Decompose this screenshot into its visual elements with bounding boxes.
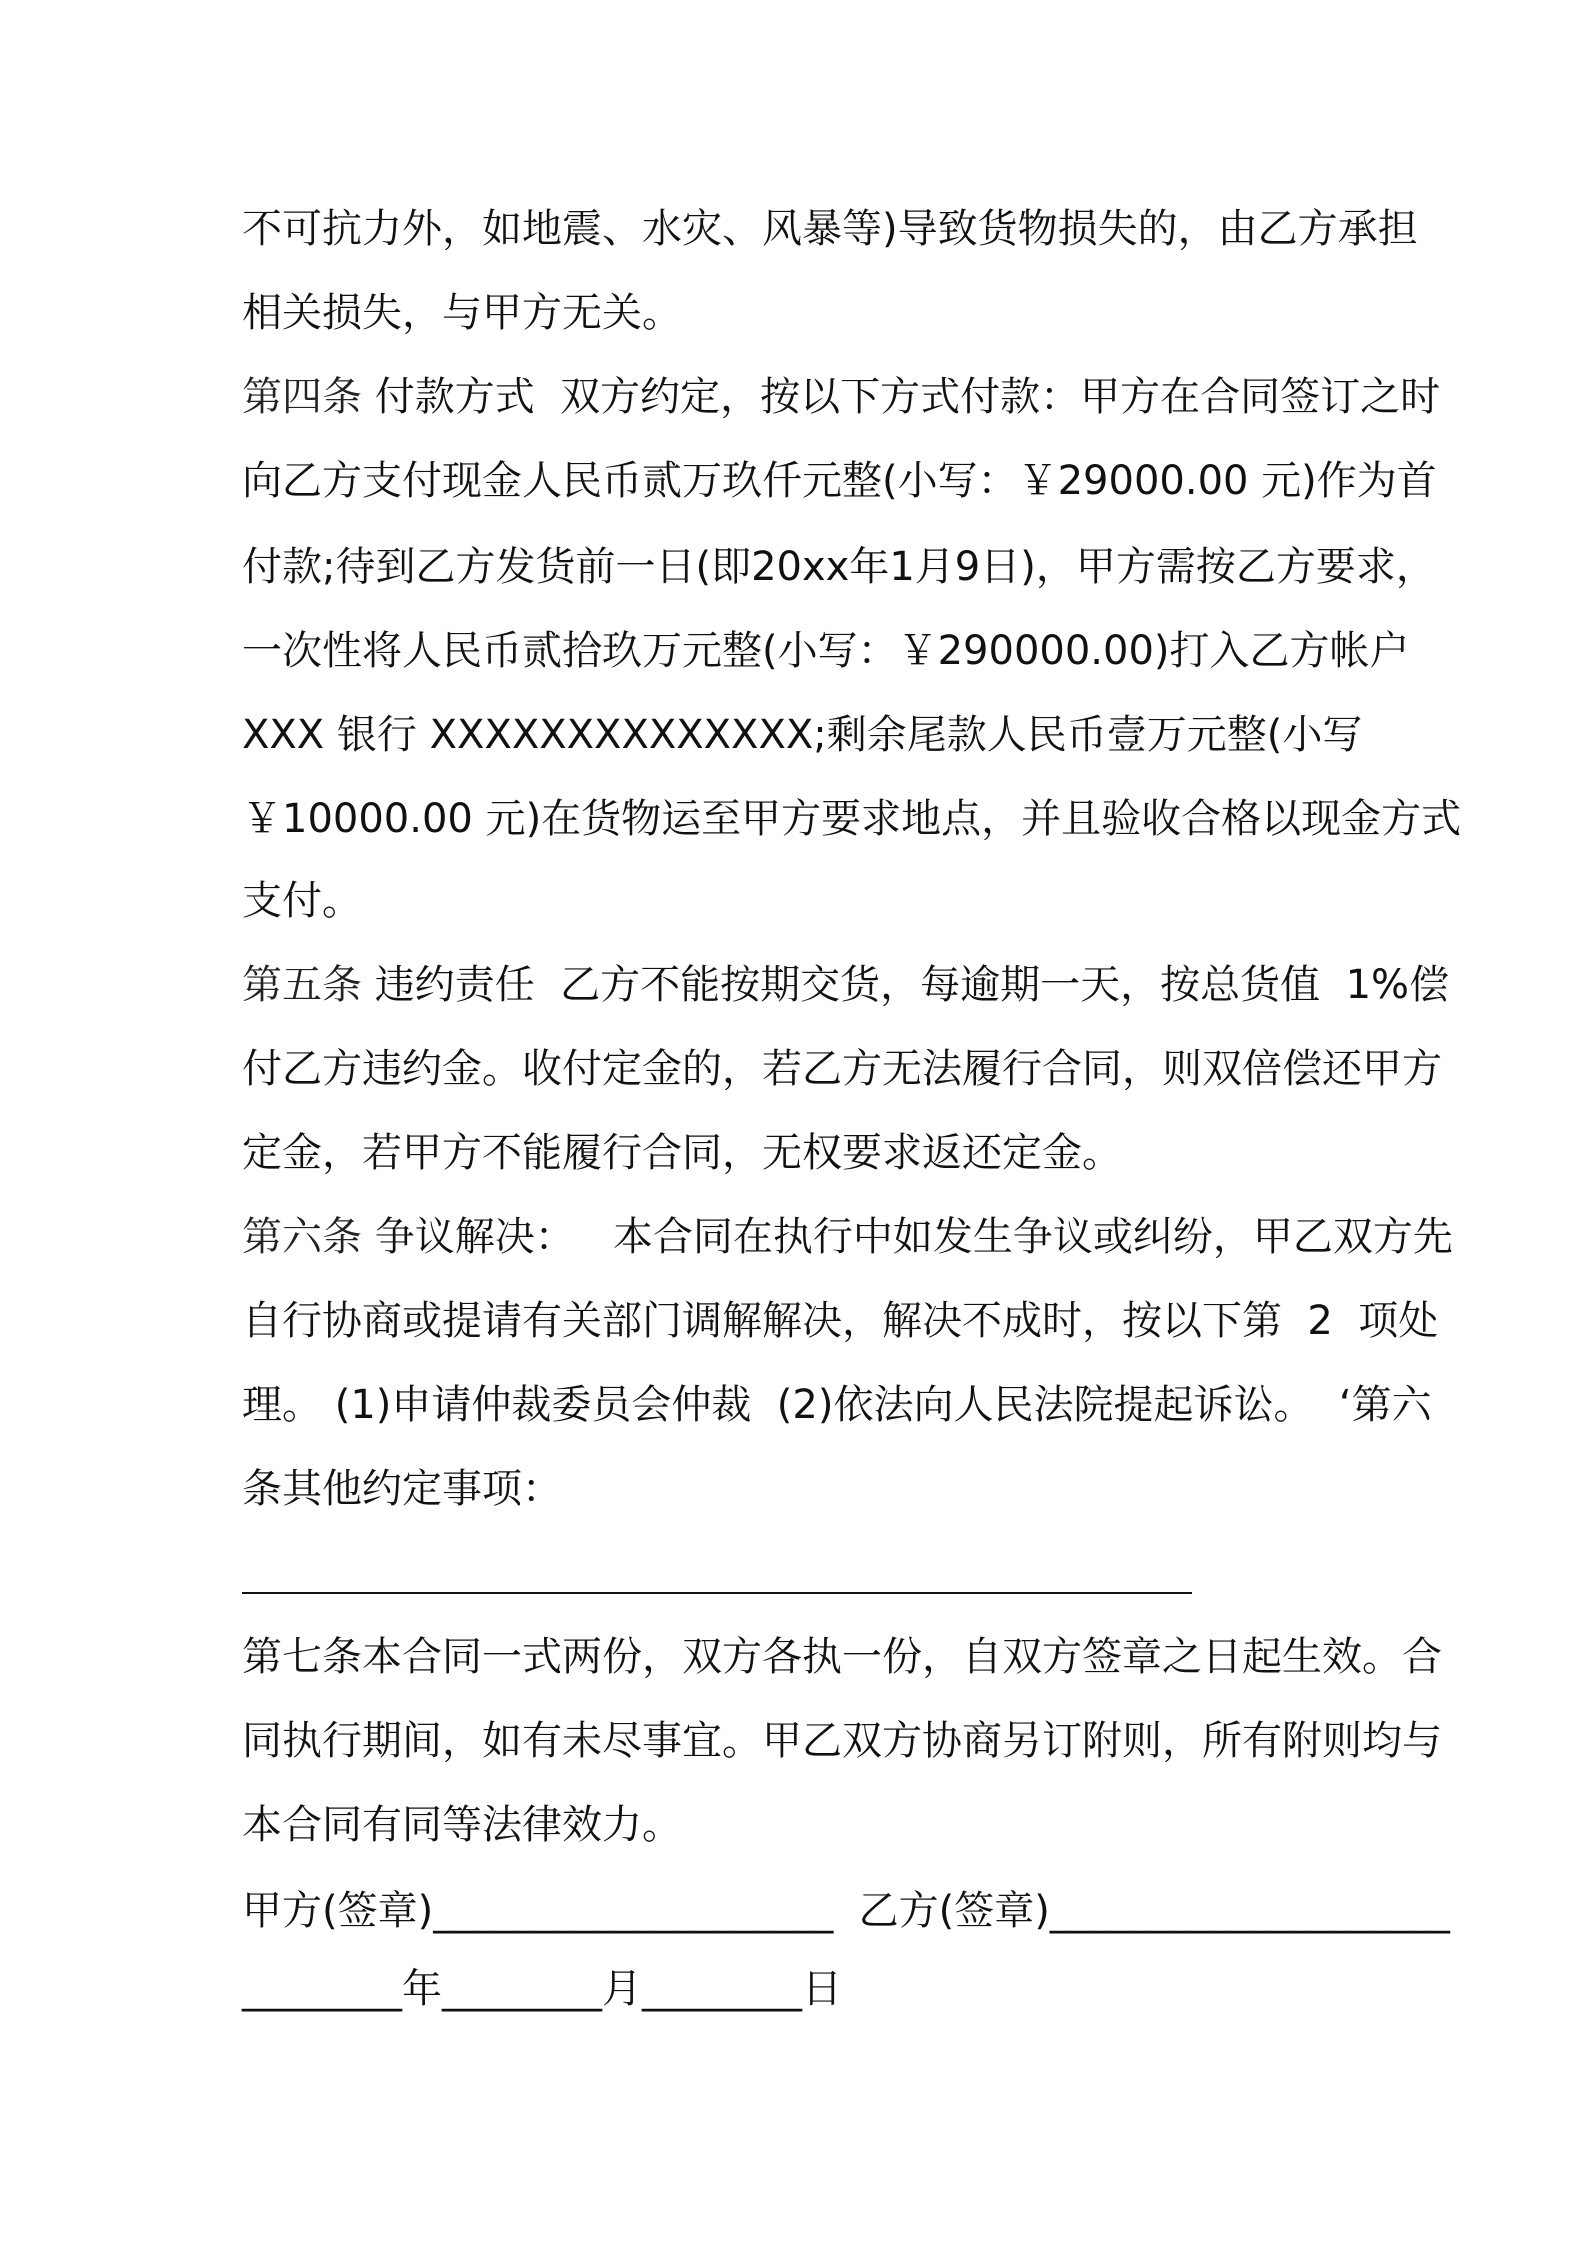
article-four-heading: [242, 372, 1440, 422]
text-line: 第七条本合同一式两份，双方各执一份，自双方签章之日起生效。合: [242, 1634, 1442, 1680]
text-line: 一次性将人民币贰拾玖万元整(小写：￥290000.00)打入乙方帐户: [242, 628, 1410, 674]
article-five-heading: [242, 960, 1449, 1010]
article-text: 本合同在执行中如发生争议或纠纷，甲乙双方先: [612, 1214, 1453, 1260]
article-title: 违约责任: [374, 962, 535, 1008]
article-title: 付款方式: [374, 374, 535, 420]
article-six-heading: [242, 1212, 1453, 1262]
text-line: 付款;待到乙方发货前一日(即20xx年1月9日)，甲方需按乙方要求，: [242, 544, 1436, 590]
text-line: 支付。: [242, 878, 362, 924]
signature-line: 甲方(签章)____________________ 乙方(签章)____________________: [242, 1888, 1450, 1934]
article-label: 第六条: [242, 1214, 362, 1260]
text-line: 相关损失，与甲方无关。: [242, 290, 682, 336]
text-line: XXX 银行 XXXXXXXXXXXXXX;剩余尾款人民币壹万元整(小写: [242, 712, 1363, 758]
article-text: 乙方不能按期交货，每逾期一天，按总货值 1%偿: [560, 962, 1450, 1008]
text-line: 条其他约定事项：: [242, 1466, 562, 1512]
text-line: 同执行期间，如有未尽事宜。甲乙双方协商另订附则，所有附则均与: [242, 1718, 1442, 1764]
text-line: 理。 (1)申请仲裁委员会仲裁 (2)依法向人民法院提起诉讼。 ‘第六: [242, 1382, 1432, 1428]
text-line: 本合同有同等法律效力。: [242, 1802, 682, 1848]
blank-fill-line: [242, 1592, 1192, 1594]
article-title: 争议解决：: [374, 1214, 575, 1260]
text-line: 自行协商或提请有关部门调解解决，解决不成时，按以下第 2 项处: [242, 1298, 1439, 1344]
article-text: 双方约定，按以下方式付款：甲方在合同签订之时: [560, 374, 1441, 420]
text-line: 不可抗力外，如地震、水灾、风暴等)导致货物损失的，由乙方承担: [242, 206, 1418, 252]
article-label: 第五条: [242, 962, 362, 1008]
article-label: 第四条: [242, 374, 362, 420]
date-line: ________年________月________日: [242, 1966, 842, 2012]
text-line: ￥10000.00 元)在货物运至甲方要求地点，并且验收合格以现金方式: [242, 796, 1462, 842]
text-line: 付乙方违约金。收付定金的，若乙方无法履行合同，则双倍偿还甲方: [242, 1046, 1442, 1092]
text-line: 定金，若甲方不能履行合同，无权要求返还定金。: [242, 1130, 1122, 1176]
text-line: 向乙方支付现金人民币贰万玖仟元整(小写：￥29000.00 元)作为首: [242, 458, 1437, 504]
